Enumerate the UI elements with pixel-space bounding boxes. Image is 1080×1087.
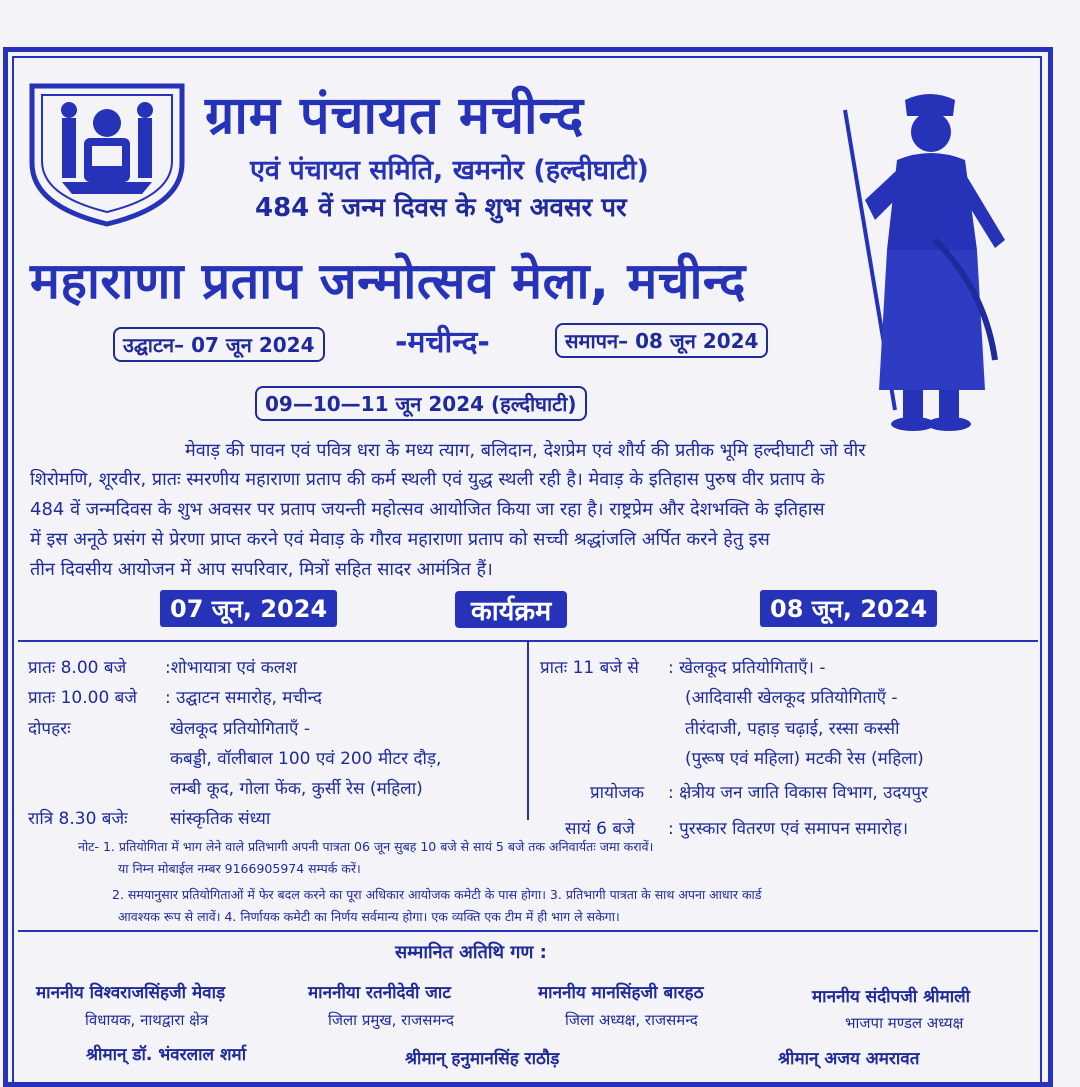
day2-event: : क्षेत्रीय जन जाति विकास विभाग, उदयपुर [668, 783, 928, 803]
day2-event: : पुरस्कार वितरण एवं समापन समारोह। [668, 819, 909, 839]
day1-time: रात्रि 8.30 बजेः [28, 809, 128, 829]
intro-line-2: शिरोमणि, शूरवीर, प्रातः स्मरणीय महाराणा प्रताप की कर्म स्थली एवं युद्ध स्थली रही है। मेवाड़ के इतिहास पुरुष वीर प्रताप के [30, 469, 825, 490]
day1-time: प्रातः 10.00 बजे [28, 688, 137, 708]
day1-date-badge: 07 जून, 2024 [160, 590, 337, 627]
guest-role: जिला प्रमुख, राजसमन्द [328, 1011, 455, 1029]
guest-role: भाजपा मण्डल अध्यक्ष [845, 1014, 964, 1032]
venue-label: -मचीन्द- [395, 325, 490, 360]
day2-time: सायं 6 बजे [565, 819, 635, 839]
day2-event: (पुरूष एवं महिला) मटकी रेस (महिला) [685, 749, 924, 769]
closing-date-box: समापन– 08 जून 2024 [555, 323, 768, 358]
day1-event: :शोभायात्रा एवं कलश [165, 658, 297, 678]
intro-line-4: में इस अनूठे प्रसंग से प्रेरणा प्राप्त करने एवं मेवाड़ के गौरव महाराणा प्रताप को सच्ची श्रद्धांजलि अर्पित करने हेतु इस [30, 529, 770, 550]
guest-name: माननीय मानसिंहजी बारहठ [538, 983, 704, 1003]
day2-date-badge: 08 जून, 2024 [760, 590, 937, 627]
panchayat-subtitle: एवं पंचायत समिति, खमनोर (हल्दीघाटी) [250, 155, 649, 186]
intro-line-3: 484 वें जन्मदिवस के शुभ अवसर पर प्रताप जयन्ती महोत्सव आयोजित किया जा रहा है। राष्ट्रप्रेम और देशभक्ति के इतिहास [30, 499, 825, 520]
guest-name: श्रीमान् डॉ. भंवरलाल शर्मा [86, 1045, 247, 1065]
note-line-4: आवश्यक रूप से लावें। 4. निर्णायक कमेटी का निर्णय सर्वमान्य होगा। एक व्यक्ति एक टीम में ही भाग ले सकेगा। [118, 909, 620, 924]
intro-line-1: मेवाड़ की पावन एवं पवित्र धरा के मध्य त्याग, बलिदान, देशप्रेम एवं शौर्य की प्रतीक भूमि हल्दीघाटी जो वीर [185, 440, 866, 461]
panchayat-title: ग्राम पंचायत मचीन्द [205, 86, 585, 146]
day2-time: प्रातः 11 बजे से [540, 658, 639, 678]
opening-date-box: उद्घाटन– 07 जून 2024 [113, 327, 325, 362]
guest-name: श्रीमान् हनुमानसिंह राठौड़ [405, 1049, 560, 1069]
note-line-3: 2. समयानुसार प्रतियोगिताओं में फेर बदल करने का पूरा अधिकार आयोजक कमेटी के पास होगा। 3. प्रतिभागी पात्रता के साथ अपना आधार कार्ड [112, 887, 762, 902]
panchayat-emblem-icon [22, 78, 192, 228]
day1-event: खेलकूद प्रतियोगिताएँ - [170, 719, 310, 739]
note-line-2: या निम्न मोबाईल नम्बर 9166905974 सम्पर्क करें। [118, 861, 361, 876]
day2-event: (आदिवासी खेलकूद प्रतियोगिताएँ - [685, 688, 898, 708]
occasion-line: 484 वें जन्म दिवस के शुभ अवसर पर [255, 193, 627, 223]
guest-role: जिला अध्यक्ष, राजसमन्द [565, 1011, 698, 1029]
guest-name: माननीय विश्वराजसिंहजी मेवाड़ [36, 983, 226, 1003]
guest-name: श्रीमान् अजय अमरावत [778, 1049, 920, 1069]
day1-event: लम्बी कूद, गोला फेंक, कुर्सी रेस (महिला) [170, 779, 423, 799]
schedule-divider [527, 642, 529, 820]
note-line-1: नोट- 1. प्रतियोगिता में भाग लेने वाले प्रतिभागी अपनी पात्रता 06 जून सुबह 10 बजे से सायं 5 बजे तक अनिवार्यतः जमा करावें। [78, 839, 654, 854]
haldighati-dates-box: 09—10—11 जून 2024 (हल्दीघाटी) [255, 386, 587, 421]
day1-event: कबड्डी, वॉलीबाल 100 एवं 200 मीटर दौड़, [170, 749, 442, 769]
day2-event: : खेलकूद प्रतियोगिताएँ। - [668, 658, 826, 678]
event-title: महाराणा प्रताप जन्मोत्सव मेला, मचीन्द [30, 252, 746, 310]
day1-time: प्रातः 8.00 बजे [28, 658, 127, 678]
program-heading: कार्यक्रम [455, 591, 567, 628]
day1-event: : उद्घाटन समारोह, मचीन्द [165, 688, 322, 708]
maharana-pratap-figure-icon [835, 90, 1025, 435]
guest-role: विधायक, नाथद्वारा क्षेत्र [85, 1011, 209, 1029]
day2-time: प्रायोजक [590, 783, 645, 803]
day1-time: दोपहरः [28, 719, 71, 739]
day1-event: सांस्कृतिक संध्या [170, 809, 271, 829]
guests-heading: सम्मानित अतिथि गण : [395, 942, 547, 963]
guests-top-rule [18, 930, 1038, 932]
intro-line-5: तीन दिवसीय आयोजन में आप सपरिवार, मित्रों सहित सादर आमंत्रित हैं। [30, 559, 493, 580]
guest-name: माननीया रतनीदेवी जाट [308, 983, 451, 1003]
day2-event: तीरंदाजी, पहाड़ चढ़ाई, रस्सा कस्सी [685, 719, 900, 739]
guest-name: माननीय संदीपजी श्रीमाली [812, 987, 971, 1007]
